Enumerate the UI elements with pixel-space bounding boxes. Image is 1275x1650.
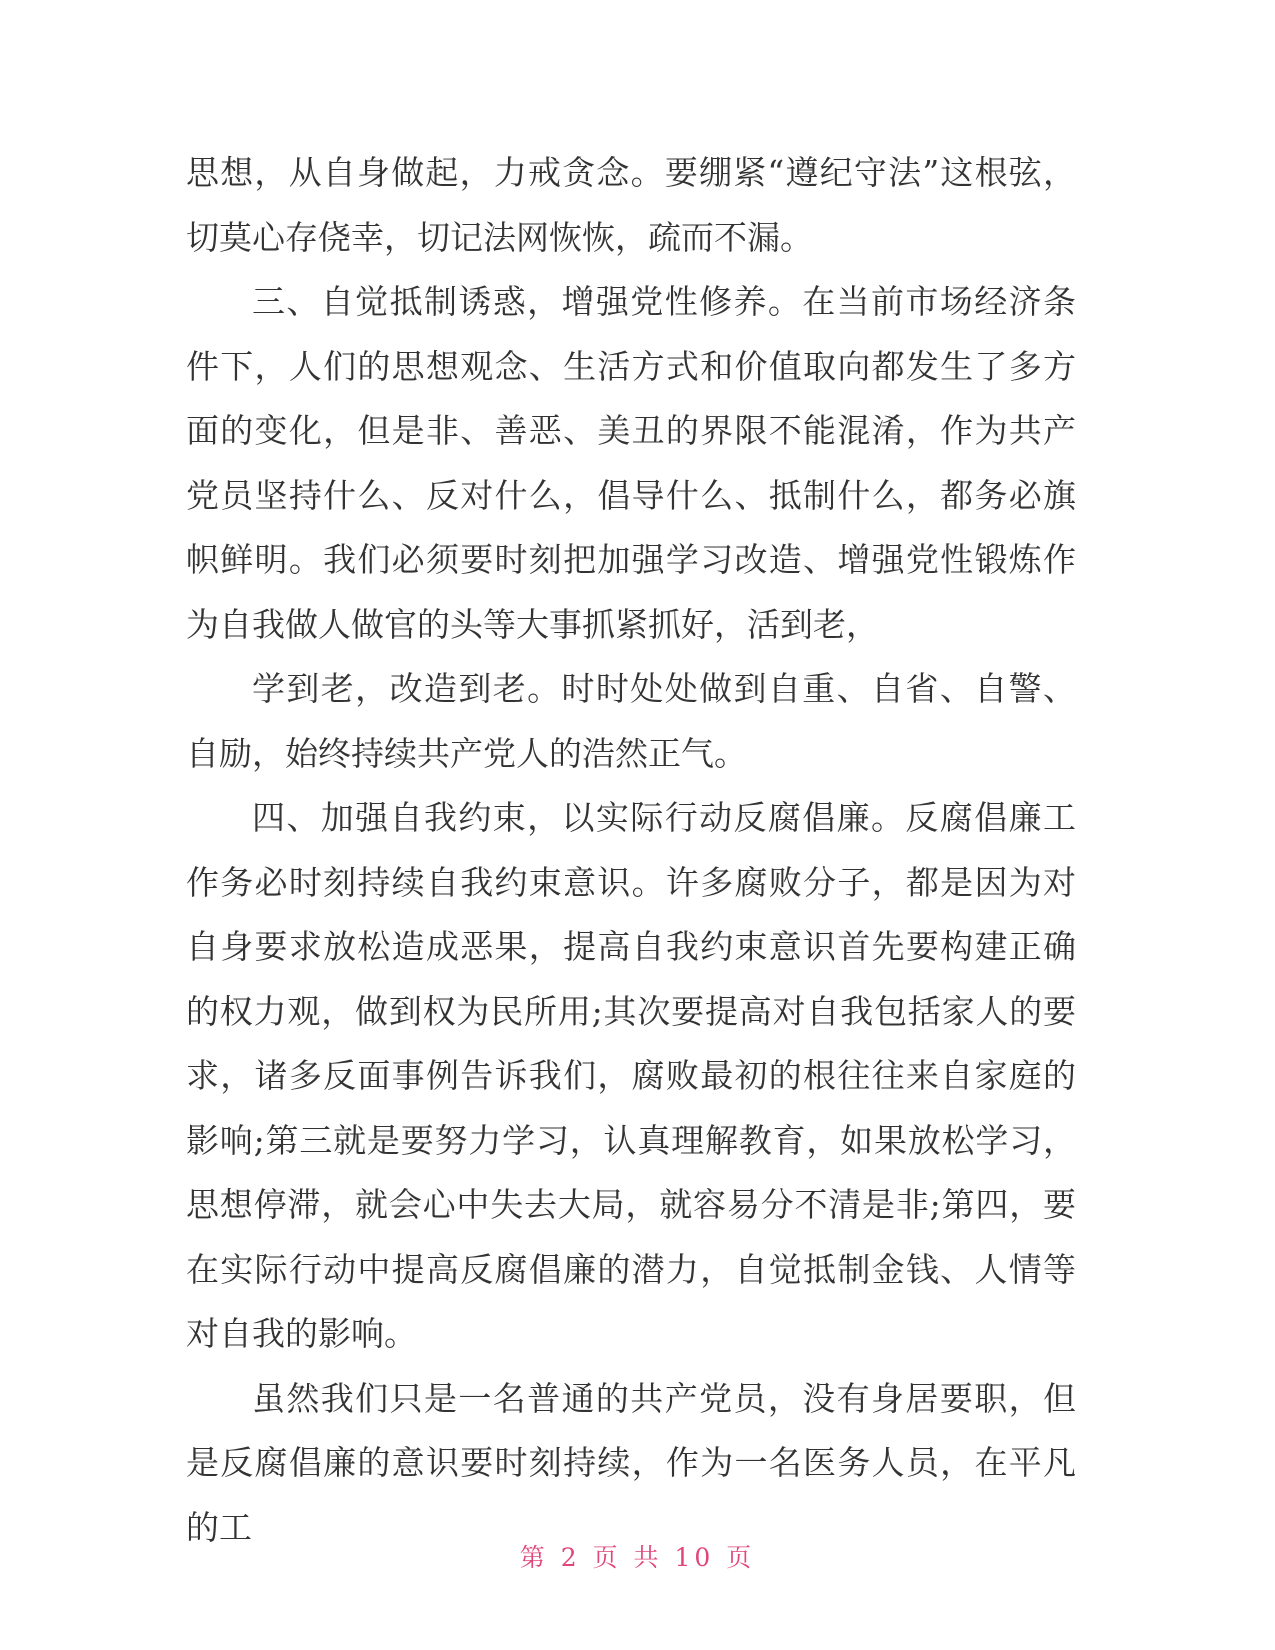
paragraph-1: 思想，从自身做起，力戒贪念。要绷紧“遵纪守法”这根弦，切莫心存侥幸，切记法网恢恢，疏而不漏。 (186, 153, 1076, 257)
paragraph-3: 学到老，改造到老。时时处处做到自重、自省、自警、自励，始终持续共产党人的浩然正气。 (186, 669, 1076, 773)
document-body (186, 141, 1076, 1560)
page-number-footer: 第 2 页 共 10 页 (519, 1543, 756, 1572)
paragraph-4: 四、加强自我约束，以实际行动反腐倡廉。反腐倡廉工作务必时刻持续自我约束意识。许多腐败分子，都是因为对自身要求放松造成恶果，提高自我约束意识首先要构建正确的权力观，做到权为民所用;其次要提高对自我包括家人的要求，诸多反面事例告诉我们，腐败最初的根往往来自家庭的影响;第三就是要努力学习，认真理解教育，如果放松学习，思想停滞，就会心中失去大局，就容易分不清是非;第四，要在实际行动中提高反腐倡廉的潜力，自觉抵制金钱、人情等对自我的影响。 (186, 798, 1076, 1353)
paragraph-5: 虽然我们只是一名普通的共产党员，没有身居要职，但是反腐倡廉的意识要时刻持续，作为一名医务人员，在平凡的工 (186, 1378, 1076, 1547)
paragraph-2: 三、自觉抵制诱惑，增强党性修养。在当前市场经济条件下，人们的思想观念、生活方式和价值取向都发生了多方面的变化，但是非、善恶、美丑的界限不能混淆，作为共产党员坚持什么、反对什么，倡导什么、抵制什么，都务必旗帜鲜明。我们必须要时刻把加强学习改造、增强党性锻炼作为自我做人做官的头等大事抓紧抓好，活到老， (186, 282, 1076, 644)
